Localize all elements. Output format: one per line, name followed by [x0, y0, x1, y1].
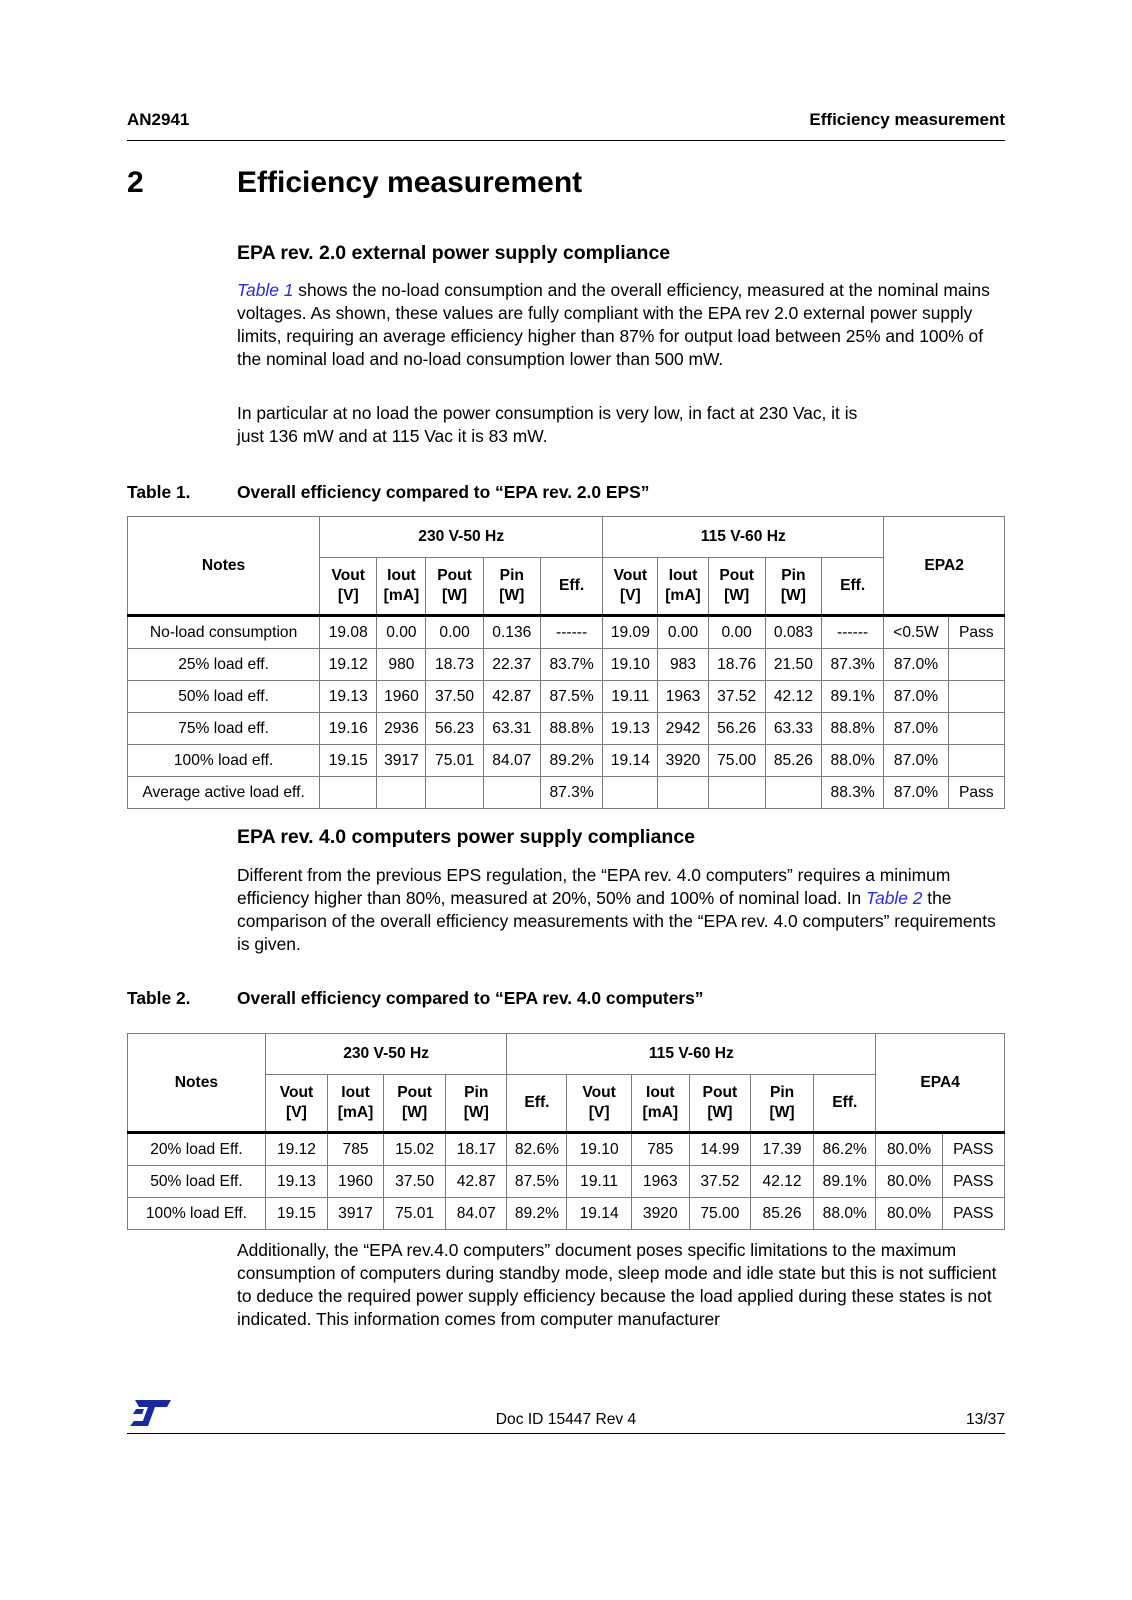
table-cell: Pass [948, 616, 1004, 649]
col-header-name: Pin [769, 1084, 795, 1101]
row-label-cell: 50% load Eff. [128, 1166, 266, 1198]
col-header-name: Pin [781, 567, 806, 584]
table-cell: 1960 [377, 681, 426, 713]
col-header-unit: [W] [780, 587, 806, 604]
col-header-name: Iout [645, 1084, 675, 1101]
table-cell: 87.5% [507, 1166, 567, 1198]
table-cell: 63.33 [765, 713, 821, 745]
table-cell: 22.37 [483, 649, 540, 681]
table-cell: 89.1% [821, 681, 883, 713]
col-header-name: Iout [668, 567, 698, 584]
section-title: Efficiency measurement [237, 166, 583, 199]
table-2-col-header [507, 1075, 567, 1133]
table-cell: 19.14 [567, 1198, 631, 1230]
table-cell: 3920 [631, 1198, 689, 1230]
table-cell: 0.00 [658, 616, 708, 649]
table-2-group-115v: 115 V-60 Hz [507, 1034, 876, 1075]
table-cell: 2936 [377, 713, 426, 745]
table-cell: 37.50 [384, 1166, 446, 1198]
table-1-col-header [426, 558, 483, 616]
table-row [128, 777, 1005, 809]
table-1-label: Table 1. [127, 482, 191, 502]
table-2-epa-header: EPA4 [876, 1034, 1005, 1133]
col-header-unit: [V] [619, 587, 641, 604]
table-cell: 3920 [658, 745, 708, 777]
paragraph-epa4-intro-text: Different from the previous EPS regulation, the “EPA rev. 4.0 computers” requires a minimum efficiency higher than 80%, measured at 20%, 50% and 100% of nominal load. In [237, 865, 951, 908]
table-cell: PASS [942, 1133, 1004, 1166]
table-cell [377, 777, 426, 809]
table-cell: 980 [377, 649, 426, 681]
table-cell: 89.2% [540, 745, 602, 777]
table-cell: 87.0% [884, 649, 948, 681]
table-cell: 80.0% [876, 1198, 942, 1230]
table-1-body [128, 616, 1005, 809]
subsection-epa4-title: EPA rev. 4.0 computers power supply compliance [237, 826, 696, 848]
table-cell: 19.15 [265, 1198, 327, 1230]
row-label-cell: 100% load Eff. [128, 1198, 266, 1230]
col-header-name: Pout [719, 567, 754, 584]
table-cell: 19.13 [265, 1166, 327, 1198]
table-2-col-header [689, 1075, 750, 1133]
table-cell [320, 777, 377, 809]
col-header-name: Vout [582, 1084, 616, 1101]
table-cell: 19.15 [320, 745, 377, 777]
table-1-col-header [603, 558, 658, 616]
table-row [128, 681, 1005, 713]
footer-page-number: 13/37 [965, 1411, 1005, 1428]
table-cell: 37.50 [426, 681, 483, 713]
table-cell: 87.5% [540, 681, 602, 713]
table-cell: 42.87 [483, 681, 540, 713]
paragraph-epa4-intro [237, 864, 1007, 956]
table-cell: 19.13 [603, 713, 658, 745]
table-cell: 19.10 [567, 1133, 631, 1166]
table-1 [127, 516, 1005, 809]
table-2-col-header [265, 1075, 327, 1133]
table-2-label: Table 2. [127, 988, 191, 1008]
table-cell: 89.1% [814, 1166, 876, 1198]
subsection-epa2-title: EPA rev. 2.0 external power supply compliance [237, 242, 671, 264]
table-row [128, 1198, 1005, 1230]
col-header-name: Eff. [524, 1094, 550, 1111]
table-cell: 19.11 [603, 681, 658, 713]
table-cell: PASS [942, 1198, 1004, 1230]
col-header-name: Pout [437, 567, 472, 584]
table-1-caption [127, 482, 649, 503]
table-1-group-115v: 115 V-60 Hz [603, 517, 884, 558]
table-row [128, 1166, 1005, 1198]
table-cell: 19.16 [320, 713, 377, 745]
col-header-name: Pout [702, 1084, 738, 1101]
col-header-name: Vout [279, 1084, 314, 1101]
st-logo-text: ST [149, 1418, 151, 1419]
table-1-col-header [320, 558, 377, 616]
table-cell: 785 [631, 1133, 689, 1166]
table-cell: 87.0% [884, 777, 948, 809]
col-header-unit: [W] [724, 587, 750, 604]
table-row [128, 616, 1005, 649]
table-cell: 82.6% [507, 1133, 567, 1166]
col-header-name: Vout [331, 567, 366, 584]
table-cell: 88.8% [821, 713, 883, 745]
row-label-cell: Average active load eff. [128, 777, 320, 809]
table-cell: 87.0% [884, 681, 948, 713]
table-1-col-header [377, 558, 426, 616]
table-cell: 21.50 [765, 649, 821, 681]
table-2-col-header [328, 1075, 384, 1133]
section-number: 2 [127, 166, 144, 199]
table-cell [708, 777, 765, 809]
col-header-unit: [W] [707, 1104, 733, 1121]
table-cell: 1960 [328, 1166, 384, 1198]
table-2-group-230v: 230 V-50 Hz [265, 1034, 507, 1075]
table-cell: 0.00 [377, 616, 426, 649]
footer-doc-id: Doc ID 15447 Rev 4 [495, 1411, 637, 1428]
paragraph-epa2-intro [237, 279, 1007, 371]
table-1-link[interactable]: Table 1 [237, 280, 294, 300]
row-label-cell: No-load consumption [128, 616, 320, 649]
col-header-unit: [W] [769, 1104, 795, 1121]
table-cell: 18.73 [426, 649, 483, 681]
table-cell: 75.00 [708, 745, 765, 777]
table-cell [948, 713, 1004, 745]
table-1-col-header [540, 558, 602, 616]
table-2-title: Overall efficiency compared to “EPA rev. 4.0 computers” [237, 988, 704, 1008]
table-1-col-header [821, 558, 883, 616]
table-2-col-header [631, 1075, 689, 1133]
table-cell: 19.09 [603, 616, 658, 649]
table-1-notes-header: Notes [128, 517, 320, 616]
col-header-name: Eff. [840, 577, 866, 594]
col-header-unit: [V] [337, 587, 359, 604]
table-cell: 1963 [658, 681, 708, 713]
table-2-col-header [814, 1075, 876, 1133]
table-cell: 75.01 [426, 745, 483, 777]
col-header-unit: [W] [442, 587, 468, 604]
table-cell: 85.26 [765, 745, 821, 777]
paragraph-epa2-intro-text: shows the no-load consumption and the overall efficiency, measured at the nominal mains voltages. As shown, these values are fully compliant with the EPA rev 2.0 external power supply limits, requiring an average efficiency higher than 87% for output load between 25% and 100% of the nominal load and no-load consumption lower than 500 mW. [237, 280, 990, 369]
col-header-name: Eff. [832, 1094, 858, 1111]
table-cell [765, 777, 821, 809]
table-1-col-header [708, 558, 765, 616]
table-2-col-header [384, 1075, 446, 1133]
table-cell [426, 777, 483, 809]
table-2-caption [127, 988, 704, 1009]
table-cell: 87.0% [884, 713, 948, 745]
col-header-unit: [W] [463, 1104, 489, 1121]
row-label-cell: 100% load eff. [128, 745, 320, 777]
table-cell: 88.8% [540, 713, 602, 745]
table-cell: 19.12 [265, 1133, 327, 1166]
table-cell: 88.3% [821, 777, 883, 809]
col-header-name: Vout [613, 567, 648, 584]
col-header-unit: [W] [499, 587, 525, 604]
table-cell: 87.3% [821, 649, 883, 681]
table-1-title: Overall efficiency compared to “EPA rev. 2.0 EPS” [237, 482, 650, 502]
table-cell: 75.00 [689, 1198, 750, 1230]
table-2-notes-header: Notes [128, 1034, 266, 1133]
col-header-name: Pin [464, 1084, 489, 1101]
table-cell: 37.52 [689, 1166, 750, 1198]
table-cell [948, 649, 1004, 681]
col-header-name: Pout [397, 1084, 432, 1101]
table-cell: 42.12 [765, 681, 821, 713]
table-cell: 1963 [631, 1166, 689, 1198]
table-1-header-row-1 [128, 517, 1005, 558]
table-cell: 17.39 [750, 1133, 813, 1166]
table-cell: 18.76 [708, 649, 765, 681]
col-header-unit: [mA] [337, 1104, 374, 1121]
table-cell: 87.0% [884, 745, 948, 777]
paragraph-no-load: In particular at no load the power consumption is very low, in fact at 230 Vac, it is just 136 mW and at 115 Vac it is 83 mW. [237, 403, 858, 446]
table-row [128, 745, 1005, 777]
table-cell: 86.2% [814, 1133, 876, 1166]
table-2-body [128, 1133, 1005, 1230]
table-cell [483, 777, 540, 809]
table-cell [603, 777, 658, 809]
table-cell: 85.26 [750, 1198, 813, 1230]
table-cell: 87.3% [540, 777, 602, 809]
table-cell: 0.083 [765, 616, 821, 649]
table-cell [658, 777, 708, 809]
table-cell [948, 745, 1004, 777]
table-cell: PASS [942, 1166, 1004, 1198]
table-cell [948, 681, 1004, 713]
table-cell: 84.07 [446, 1198, 507, 1230]
table-cell: 83.7% [540, 649, 602, 681]
col-header-unit: [mA] [383, 587, 420, 604]
table-cell: 80.0% [876, 1166, 942, 1198]
table-cell: ------ [540, 616, 602, 649]
table-cell: 3917 [377, 745, 426, 777]
row-label-cell: 20% load Eff. [128, 1133, 266, 1166]
row-label-cell: 25% load eff. [128, 649, 320, 681]
table-cell: <0.5W [884, 616, 948, 649]
table-cell: 19.13 [320, 681, 377, 713]
table-cell: 0.00 [426, 616, 483, 649]
col-header-unit: [mA] [665, 587, 701, 604]
col-header-unit: [mA] [642, 1104, 679, 1121]
table-2 [127, 1033, 1005, 1230]
table-cell: 84.07 [483, 745, 540, 777]
table-cell: 19.11 [567, 1166, 631, 1198]
table-cell: 56.23 [426, 713, 483, 745]
table-cell: 18.17 [446, 1133, 507, 1166]
table-row [128, 649, 1005, 681]
table-cell: 80.0% [876, 1133, 942, 1166]
table-2-col-header [567, 1075, 631, 1133]
col-header-unit: [V] [286, 1104, 307, 1121]
table-cell: 88.0% [821, 745, 883, 777]
row-label-cell: 50% load eff. [128, 681, 320, 713]
table-cell: 0.136 [483, 616, 540, 649]
table-cell: 14.99 [689, 1133, 750, 1166]
col-header-name: Iout [341, 1084, 370, 1101]
footer-rule [127, 1433, 1005, 1434]
table-2-link[interactable]: Table 2 [866, 888, 923, 908]
table-cell: 19.14 [603, 745, 658, 777]
table-cell: Pass [948, 777, 1004, 809]
table-cell: 88.0% [814, 1198, 876, 1230]
table-cell: 19.10 [603, 649, 658, 681]
col-header-unit: [V] [588, 1104, 610, 1121]
table-2-col-header [750, 1075, 813, 1133]
table-cell: 2942 [658, 713, 708, 745]
header-doc-code: AN2941 [127, 110, 190, 129]
table-cell: 19.12 [320, 649, 377, 681]
col-header-name: Pin [499, 567, 524, 584]
table-cell: 3917 [328, 1198, 384, 1230]
table-cell: ------ [821, 616, 883, 649]
table-cell: 56.26 [708, 713, 765, 745]
table-1-group-230v: 230 V-50 Hz [320, 517, 603, 558]
table-cell: 0.00 [708, 616, 765, 649]
col-header-name: Eff. [559, 577, 585, 594]
table-cell: 37.52 [708, 681, 765, 713]
table-row [128, 1133, 1005, 1166]
table-2-col-header [446, 1075, 507, 1133]
table-row [128, 713, 1005, 745]
row-label-cell: 75% load eff. [128, 713, 320, 745]
table-cell: 19.08 [320, 616, 377, 649]
header-rule [127, 140, 1005, 141]
table-2-header-row-1 [128, 1034, 1005, 1075]
paragraph-epa4-intro-text-end: the comparison of the overall efficiency measurements with the “EPA rev. 4.0 computers” requirements is given. [237, 888, 996, 954]
table-1-epa-header: EPA2 [884, 517, 1005, 616]
table-1-col-header [765, 558, 821, 616]
table-cell: 42.12 [750, 1166, 813, 1198]
paragraph-additional: Additionally, the “EPA rev.4.0 computers” document poses specific limitations to the maximum consumption of computers during standby mode, sleep mode and idle state but this is not sufficient to deduce the required power supply efficiency because the load applied during these states is not indicated. This information comes from computer manufacturer [237, 1240, 997, 1329]
table-cell: 983 [658, 649, 708, 681]
table-1-col-header [483, 558, 540, 616]
table-cell: 75.01 [384, 1198, 446, 1230]
table-cell: 785 [328, 1133, 384, 1166]
header-section-name: Efficiency measurement [809, 110, 1005, 129]
table-cell: 42.87 [446, 1166, 507, 1198]
table-cell: 89.2% [507, 1198, 567, 1230]
table-1-col-header [658, 558, 708, 616]
col-header-name: Iout [387, 567, 416, 584]
table-cell: 63.31 [483, 713, 540, 745]
table-cell: 15.02 [384, 1133, 446, 1166]
col-header-unit: [W] [402, 1104, 428, 1121]
